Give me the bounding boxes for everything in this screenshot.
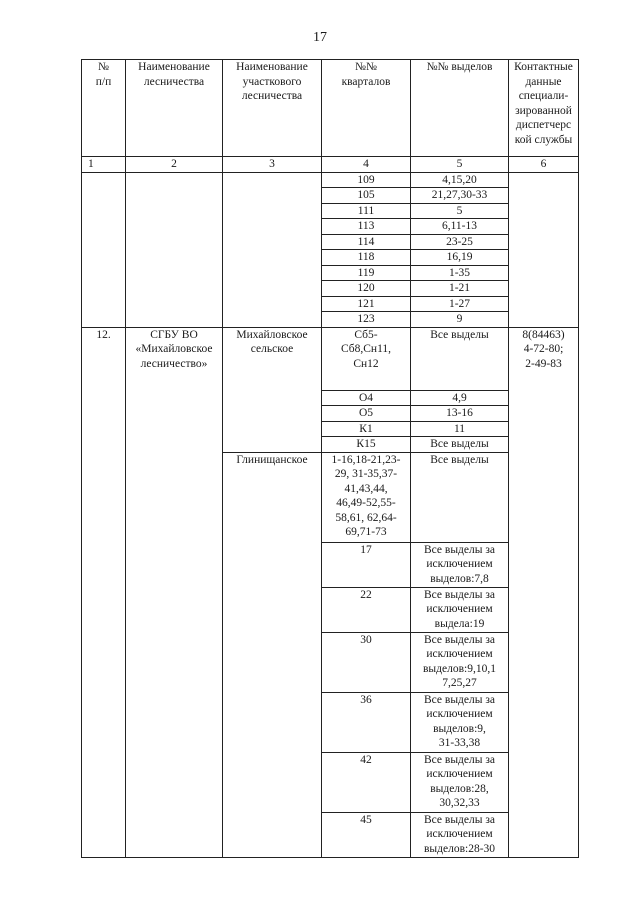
district-name: Глинищанское [223,452,322,857]
table-header-row [82,60,579,157]
kvartal-cell: 30 [322,632,411,692]
vydel-cell: Все выделы за исключением выделов:9, 31-33,38 [411,692,509,752]
forestry-table [81,59,579,858]
forestry-name: СГБУ ВО «Михайловское лесничество» [126,327,223,857]
vydel-cell: 11 [411,421,509,437]
column-number: 1 [82,157,126,173]
kvartal-cell: 1-16,18-21,23- 29, 31-35,37- 41,43,44, 46,49-52,55- 58,61, 62,64- 69,71-73 [322,452,411,542]
header-cell: Контактные данные специали- зированной диспетчерс кой службы [509,60,579,157]
kvartal-cell: 105 [322,188,411,204]
page-number: 17 [313,30,327,45]
table-row [82,327,579,390]
empty-cell [223,172,322,327]
vydel-cell: 21,27,30-33 [411,188,509,204]
vydel-cell: 13-16 [411,406,509,422]
vydel-cell: Все выделы за исключением выделов:28, 30,32,33 [411,752,509,812]
kvartal-cell: 109 [322,172,411,188]
kvartal-cell: К15 [322,437,411,453]
vydel-cell: Все выделы за исключением выделов:7,8 [411,542,509,587]
kvartal-cell: 114 [322,234,411,250]
header-cell: Наименование лесничества [126,60,223,157]
vydel-cell: 6,11-13 [411,219,509,235]
vydel-cell: 4,15,20 [411,172,509,188]
vydel-cell: Все выделы за исключением выдела:19 [411,587,509,632]
vydel-cell: Все выделы [411,327,509,390]
kvartal-cell: 45 [322,812,411,857]
kvartal-cell: 36 [322,692,411,752]
header-cell: № п/п [82,60,126,157]
kvartal-cell: 17 [322,542,411,587]
vydel-cell: Все выделы за исключением выделов:28-30 [411,812,509,857]
empty-cell [82,172,126,327]
kvartal-cell: 22 [322,587,411,632]
vydel-cell: 23-25 [411,234,509,250]
column-number: 2 [126,157,223,173]
header-cell: Наименование участкового лесничества [223,60,322,157]
kvartal-cell: 119 [322,265,411,281]
header-cell: №№ кварталов [322,60,411,157]
table-row [82,172,579,188]
kvartal-cell: 118 [322,250,411,266]
vydel-cell: 1-27 [411,296,509,312]
vydel-cell: 4,9 [411,390,509,406]
kvartal-cell: 42 [322,752,411,812]
empty-cell [509,172,579,327]
district-name: Михайловское сельское [223,327,322,452]
vydel-cell: 5 [411,203,509,219]
vydel-cell: Все выделы за исключением выделов:9,10,1 7,25,27 [411,632,509,692]
kvartal-cell: О5 [322,406,411,422]
vydel-cell: 9 [411,312,509,328]
kvartal-cell: 111 [322,203,411,219]
vydel-cell: 1-35 [411,265,509,281]
column-number: 5 [411,157,509,173]
vydel-cell: 16,19 [411,250,509,266]
column-number: 3 [223,157,322,173]
kvartal-cell: 121 [322,296,411,312]
empty-cell [126,172,223,327]
kvartal-cell: К1 [322,421,411,437]
contact-cell: 8(84463) 4-72-80; 2-49-83 [509,327,579,857]
vydel-cell: Все выделы [411,437,509,453]
column-number: 4 [322,157,411,173]
entry-number: 12. [82,327,126,857]
column-number: 6 [509,157,579,173]
column-number-row [82,157,579,173]
vydel-cell: Все выделы [411,452,509,542]
kvartal-cell: 120 [322,281,411,297]
kvartal-cell: О4 [322,390,411,406]
vydel-cell: 1-21 [411,281,509,297]
kvartal-cell: 123 [322,312,411,328]
kvartal-cell: 113 [322,219,411,235]
kvartal-cell: Сб5- Сб8,Сн11, Сн12 [322,327,411,390]
header-cell: №№ выделов [411,60,509,157]
